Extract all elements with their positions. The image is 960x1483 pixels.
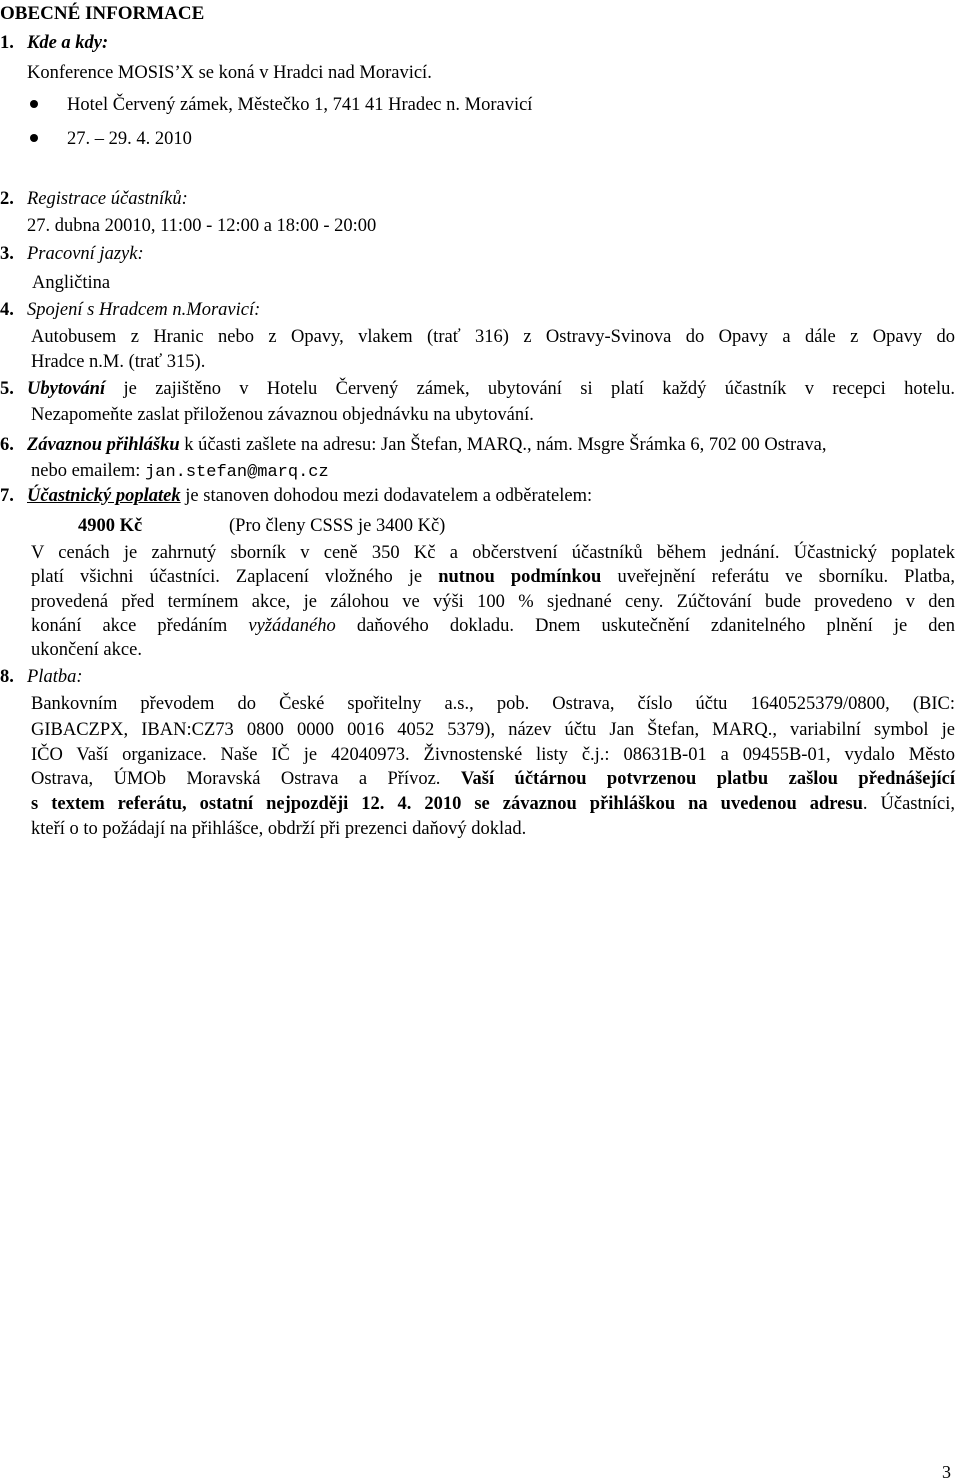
section-number: 6. (0, 435, 14, 455)
section-8-title (0, 665, 83, 689)
page-number: 3 (942, 1462, 951, 1482)
section-label: Ubytování (27, 379, 106, 399)
text-run-bold: s textem referátu, ostatní nejpozději 12. 4. 2010 se závaznou přihláškou na uvedenou adresu (31, 794, 863, 814)
section-2-line: 27. dubna 20010, 11:00 - 12:00 a 18:00 - 20:00 (27, 216, 377, 236)
section-label: Platba: (27, 667, 83, 687)
section-7-paragraph-4 (31, 614, 955, 638)
section-4-line-1: Autobusem z Hranic nebo z Opavy, vlakem (trať 316) z Ostravy-Svinova do Opavy a dále z Opavy do (31, 327, 955, 347)
section-label: Registrace účastníků: (27, 189, 188, 209)
section-7-paragraph-5: ukončení akce. (31, 640, 142, 660)
section-6-line-2 (31, 459, 329, 485)
section-number: 7. (0, 486, 14, 506)
section-3-title (0, 242, 144, 266)
bullet-item-hotel: Hotel Červený zámek, Městečko 1, 741 41 Hradec n. Moravicí (67, 95, 533, 115)
text-run-bold: nutnou podmínkou (438, 567, 602, 587)
section-8-line-5 (31, 792, 955, 816)
bullet-icon (30, 134, 38, 142)
section-number: 4. (0, 300, 14, 320)
section-1-title (0, 31, 108, 55)
section-4-title (0, 298, 260, 322)
section-8-line-1: Bankovním převodem do České spořitelny a.s., pob. Ostrava, číslo účtu 1640525379/0800, (BIC: (31, 694, 955, 714)
section-number: 8. (0, 667, 14, 687)
section-number: 1. (0, 33, 14, 53)
text-run: Ostrava, ÚMOb Moravská Ostrava a Přívoz. (31, 769, 441, 789)
section-label: Spojení s Hradcem n.Moravicí: (27, 300, 261, 320)
section-8-line-3: IČO Vaší organizace. Naše IČ je 42040973. Živnostenské listy č.j.: 08631B-01 a 09455B-01, vydalo Město (31, 745, 955, 765)
text-run: . Účastníci, (862, 794, 955, 814)
section-label: Účastnický poplatek (27, 486, 181, 506)
section-label: Závaznou přihlášku (27, 435, 180, 455)
section-6-line-1 (0, 433, 827, 457)
bullet-item-date: 27. – 29. 4. 2010 (67, 129, 192, 149)
section-7-paragraph-3: provedená před termínem akce, je zálohou ve výši 100 % sjednané ceny. Zúčtování bude provedeno v den (31, 592, 955, 612)
section-7-paragraph-1: V cenách je zahrnutý sborník v ceně 350 Kč a občerstvení účastníků během jednání. Účastnický poplatek (31, 543, 955, 563)
section-number: 5. (0, 379, 14, 399)
section-7-line-1 (0, 484, 592, 508)
section-1-line: Konference MOSIS’X se koná v Hradci nad Moravicí. (27, 63, 432, 83)
section-6-text: k účasti zašlete na adresu: Jan Štefan, MARQ., nám. Msgre Šrámka 6, 702 00 Ostrava, (184, 435, 827, 455)
bullet-icon (30, 100, 38, 108)
section-8-line-4 (31, 767, 955, 791)
section-number: 2. (0, 189, 14, 209)
email-prefix: nebo emailem: (31, 461, 146, 481)
fee-note: (Pro členy CSSS je 3400 Kč) (229, 516, 446, 536)
section-5-line-2: Nezapomeňte zaslat přiloženou závaznou objednávku na ubytování. (31, 405, 534, 425)
section-label: Kde a kdy: (27, 33, 109, 53)
section-8-line-6: kteří o to požádají na přihlášce, obdrží při prezenci daňový doklad. (31, 819, 527, 839)
text-run: daňového dokladu. Dnem uskutečnění zdanitelného plnění je den (356, 616, 955, 636)
section-label: Pracovní jazyk: (27, 244, 144, 264)
section-7-paragraph-2 (31, 565, 955, 589)
text-run: konání akce předáním (31, 616, 228, 636)
section-5-line-1 (0, 377, 955, 401)
text-run-bold: Vaší účtárnou potvrzenou platbu zašlou přednášející (460, 769, 956, 789)
text-run: uveřejnění referátu ve sborníku. Platba, (617, 567, 956, 587)
section-8-line-2: GIBACZPX, IBAN:CZ73 0800 0000 0016 4052 5379), název účtu Jan Štefan, MARQ., variabilní symbol je (31, 720, 955, 740)
section-4-line-2: Hradce n.M. (trať 315). (31, 352, 206, 372)
fee-amount: 4900 Kč (78, 516, 143, 536)
section-number: 3. (0, 244, 14, 264)
text-run-italic: vyžádaného (248, 616, 336, 636)
section-5-text: je zajištěno v Hotelu Červený zámek, ubytování si platí každý účastník v recepci hotelu. (123, 379, 956, 399)
section-2-title (0, 187, 188, 211)
heading: OBECNÉ INFORMACE (0, 3, 205, 24)
section-3-line: Angličtina (32, 273, 111, 293)
text-run: platí všichni účastníci. Zaplacení vložného je (31, 567, 423, 587)
email-link[interactable]: jan.stefan@marq.cz (145, 463, 329, 482)
section-7-text: je stanoven dohodou mezi dodavatelem a odběratelem: (185, 486, 593, 506)
